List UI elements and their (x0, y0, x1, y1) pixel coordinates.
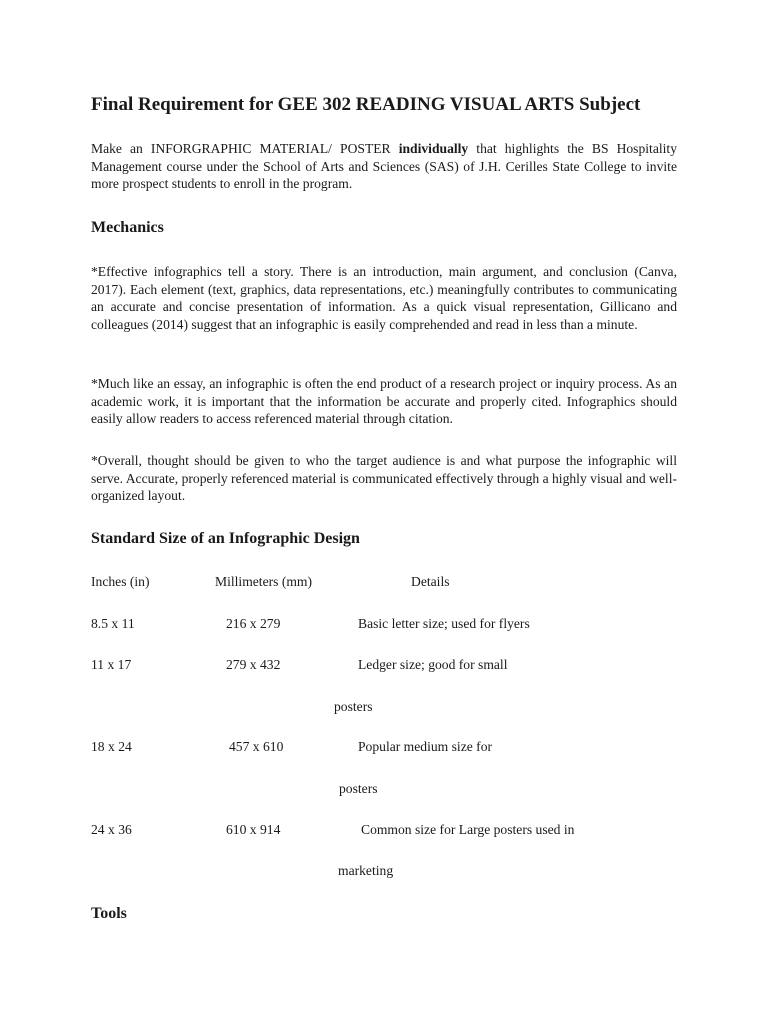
mechanics-paragraph-1: *Effective infographics tell a story. There is an introduction, main argument, and conclusion (Canva, 2017). Each element (text, graphics, data representations, etc.) meaningfully contributes to communicating an accurate and concise presentation of information. As a quick visual representation, Gillicano and colleagues (2014) suggest that an infographic is easily comprehended and read in less than a minute. (91, 264, 677, 332)
row-details-continued: posters (334, 699, 373, 714)
intro-emphasis: individually (398, 141, 469, 156)
row-millimeters: 279 x 432 (226, 657, 281, 672)
column-header-inches: Inches (in) (91, 574, 150, 589)
mechanics-heading: Mechanics (91, 219, 164, 236)
row-details: Basic letter size; used for flyers (358, 616, 530, 631)
row-details: Popular medium size for (358, 739, 493, 754)
tools-heading: Tools (91, 905, 127, 922)
row-millimeters: 610 x 914 (226, 822, 281, 837)
intro-paragraph (91, 140, 677, 193)
row-details: Ledger size; good for small (358, 657, 508, 672)
row-inches: 11 x 17 (91, 657, 132, 672)
document-title: Final Requirement for GEE 302 READING VISUAL ARTS Subject (91, 94, 641, 115)
row-millimeters: 457 x 610 (229, 739, 284, 754)
intro-text-start: Make an INFORGRAPHIC MATERIAL/ POSTER (91, 141, 399, 156)
column-header-details: Details (411, 574, 450, 589)
row-inches: 8.5 x 11 (91, 616, 135, 631)
mechanics-paragraph-3: *Overall, thought should be given to who the target audience is and what purpose the infographic will serve. Accurate, properly referenced material is communicated effectively through a highly visual and well-organized layout. (91, 453, 677, 504)
row-details: Common size for Large posters used in (361, 822, 575, 837)
row-inches: 24 x 36 (91, 822, 132, 837)
row-inches: 18 x 24 (91, 739, 132, 754)
row-millimeters: 216 x 279 (226, 616, 281, 631)
intro-text-end: that highlights the BS Hospitality Management course under the School of Arts and Sciences (SAS) of J.H. Cerilles State College to invite more prospect students to enroll in the program. (91, 141, 677, 192)
mechanics-paragraph-2: *Much like an essay, an infographic is often the end product of a research project or inquiry process. As an academic work, it is important that the information be accurate and properly cited. Infographics should easily allow readers to access referenced material through citation. (91, 376, 677, 427)
row-details-continued: posters (339, 781, 378, 796)
sizes-heading: Standard Size of an Infographic Design (91, 530, 360, 547)
row-details-continued: marketing (338, 863, 394, 878)
column-header-millimeters: Millimeters (mm) (215, 574, 313, 589)
